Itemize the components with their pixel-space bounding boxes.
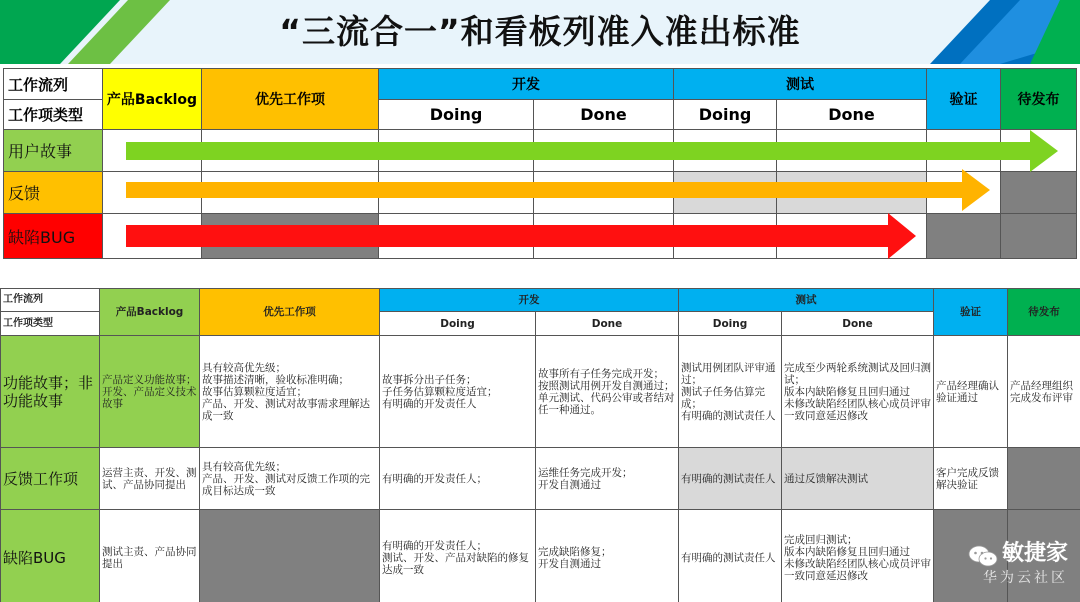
bug-dev-doing-criteria: 有明确的开发责任人； 测试、开发、产品对缺陷的修复达成一致 bbox=[380, 510, 536, 602]
header-dev: 开发 bbox=[380, 289, 679, 312]
header-dev-doing: Doing bbox=[380, 312, 536, 336]
header-test: 测试 bbox=[679, 289, 934, 312]
header-dev-doing: Doing bbox=[379, 100, 534, 130]
header-release: 待发布 bbox=[1008, 289, 1080, 336]
header-release: 待发布 bbox=[1001, 69, 1077, 130]
kanban-overview-table bbox=[3, 68, 1077, 259]
header-test-doing: Doing bbox=[679, 312, 782, 336]
feedback-dev-done-criteria: 运维任务完成开发； 开发自测通过 bbox=[536, 448, 679, 510]
row-label-story: 功能故事；非功能故事 bbox=[1, 336, 100, 448]
bug-test-doing-criteria: 有明确的测试责任人 bbox=[679, 510, 782, 602]
title-banner bbox=[0, 0, 1080, 64]
bug-priority-criteria bbox=[200, 510, 380, 602]
kanban-criteria-table bbox=[0, 288, 1080, 602]
header-dev-done: Done bbox=[536, 312, 679, 336]
feedback-dev-doing-criteria: 有明确的开发责任人； bbox=[380, 448, 536, 510]
page-title: “三流合一”和看板列准入准出标准 bbox=[279, 12, 801, 51]
wechat-icon bbox=[968, 545, 998, 567]
bug-test-done-criteria: 完成回归测试； 版本内缺陷修复且回归通过 未修改缺陷经团队核心成员评审一致同意延迟修改 bbox=[782, 510, 934, 602]
row-label-feedback: 反馈工作项 bbox=[1, 448, 100, 510]
header-priority-items: 优先工作项 bbox=[202, 69, 379, 130]
header-dev: 开发 bbox=[379, 69, 674, 100]
header-test-doing: Doing bbox=[674, 100, 777, 130]
feedback-release-criteria bbox=[1008, 448, 1080, 510]
watermark-sub: 华为云社区 bbox=[983, 570, 1068, 586]
header-verify: 验证 bbox=[927, 69, 1001, 130]
watermark-name: 敏捷家 bbox=[1001, 541, 1068, 566]
header-item-type: 工作项类型 bbox=[4, 100, 103, 130]
header-product-backlog: 产品Backlog bbox=[100, 289, 200, 336]
story-test-done-criteria: 完成至少两轮系统测试及回归测试； 版本内缺陷修复且回归通过 未修改缺陷经团队核心成员评审一致同意延迟修改 bbox=[782, 336, 934, 448]
story-release-criteria: 产品经理组织完成发布评审 bbox=[1008, 336, 1080, 448]
header-verify: 验证 bbox=[934, 289, 1008, 336]
bug-backlog-criteria: 测试主责、产品协同提出 bbox=[100, 510, 200, 602]
feedback-verify-criteria: 客户完成反馈解决验证 bbox=[934, 448, 1008, 510]
feedback-test-doing-criteria: 有明确的测试责任人 bbox=[679, 448, 782, 510]
story-verify-criteria: 产品经理确认验证通过 bbox=[934, 336, 1008, 448]
row-label-feedback: 反馈 bbox=[4, 172, 103, 214]
feedback-priority-criteria: 具有较高优先级； 产品、开发、测试对反馈工作项的完成目标达成一致 bbox=[200, 448, 380, 510]
bug-dev-done-criteria: 完成缺陷修复； 开发自测通过 bbox=[536, 510, 679, 602]
story-priority-criteria: 具有较高优先级； 故事描述清晰，验收标准明确； 故事估算颗粒度适宜； 产品、开发、测试对故事需求理解达成一致 bbox=[200, 336, 380, 448]
header-flow-column: 工作流列 bbox=[1, 289, 100, 312]
header-test-done: Done bbox=[777, 100, 927, 130]
header-flow-column: 工作流列 bbox=[4, 69, 103, 100]
row-label-bug: 缺陷BUG bbox=[1, 510, 100, 602]
header-test: 测试 bbox=[674, 69, 927, 100]
story-dev-doing-criteria: 故事拆分出子任务； 子任务估算颗粒度适宜； 有明确的开发责任人 bbox=[380, 336, 536, 448]
header-item-type: 工作项类型 bbox=[1, 312, 100, 336]
watermark bbox=[968, 536, 1068, 587]
feedback-test-done-criteria: 通过反馈解决测试 bbox=[782, 448, 934, 510]
header-product-backlog: 产品Backlog bbox=[103, 69, 202, 130]
row-label-user-story: 用户故事 bbox=[4, 130, 103, 172]
header-dev-done: Done bbox=[534, 100, 674, 130]
row-label-bug: 缺陷BUG bbox=[4, 214, 103, 259]
feedback-backlog-criteria: 运营主责、开发、测试、产品协同提出 bbox=[100, 448, 200, 510]
header-test-done: Done bbox=[782, 312, 934, 336]
story-test-doing-criteria: 测试用例团队评审通过； 测试子任务估算完成； 有明确的测试责任人 bbox=[679, 336, 782, 448]
story-dev-done-criteria: 故事所有子任务完成开发； 按照测试用例开发自测通过； 单元测试、代码公审或者结对任一种通过。 bbox=[536, 336, 679, 448]
header-priority-items: 优先工作项 bbox=[200, 289, 380, 336]
story-backlog-criteria: 产品定义功能故事； 开发、产品定义技术故事 bbox=[100, 336, 200, 448]
